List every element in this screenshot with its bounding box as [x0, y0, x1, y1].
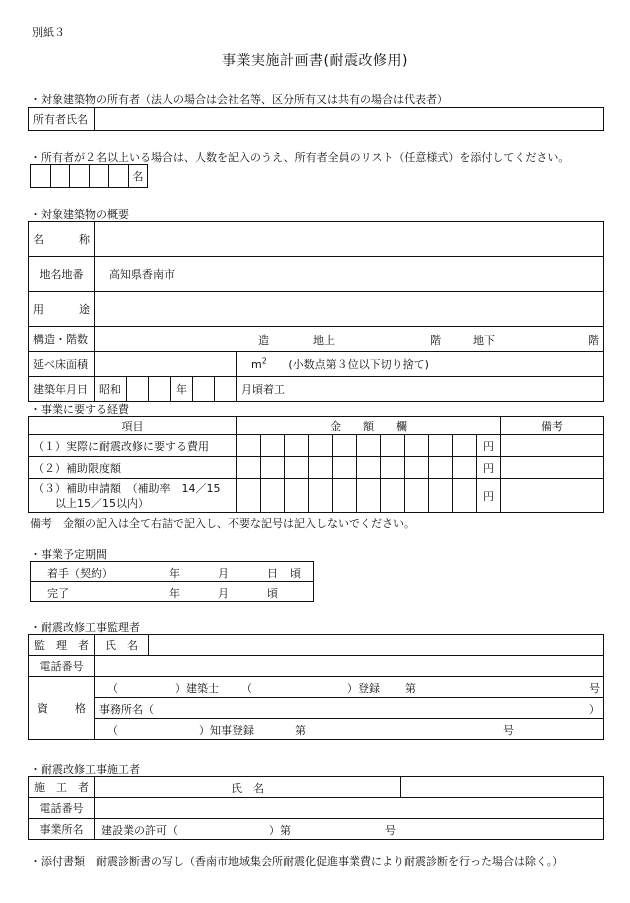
- cost-heading: ・事業に要する経費: [30, 403, 129, 416]
- col-remarks: 備考: [501, 417, 604, 435]
- building-table: [28, 221, 604, 402]
- qualification-label: 資 格: [29, 677, 95, 740]
- schedule-start-row[interactable]: [31, 562, 314, 582]
- amount-digit[interactable]: [405, 435, 429, 457]
- month-digit[interactable]: [193, 377, 215, 402]
- yen-unit: 円: [477, 479, 501, 513]
- contractor-extra-field[interactable]: [401, 777, 604, 798]
- contractor-heading: ・耐震改修工事施工者: [30, 763, 140, 776]
- amount-digit[interactable]: [429, 435, 453, 457]
- cost-table: [28, 416, 604, 513]
- remarks-field[interactable]: [501, 479, 604, 513]
- start-month: 月: [218, 567, 229, 580]
- amount-digit[interactable]: [453, 435, 477, 457]
- amount-digit[interactable]: [261, 479, 285, 513]
- contractor-phone-field[interactable]: [95, 798, 604, 819]
- structure-kai2: 階: [588, 334, 599, 347]
- floor-area-field[interactable]: [95, 352, 237, 377]
- amount-digit[interactable]: [333, 479, 357, 513]
- amount-digit[interactable]: [237, 479, 261, 513]
- owner-count-unit: 名: [128, 165, 148, 188]
- cost-note: 備考 金額の記入は全て右詰で記入し、不要な記号は記入しないでください。: [30, 517, 415, 530]
- start-day: 日: [267, 567, 278, 580]
- structure-zou: 造: [258, 334, 269, 347]
- era-label: 昭和: [95, 377, 127, 402]
- amount-digit[interactable]: [405, 479, 429, 513]
- owner-count-digit[interactable]: [89, 165, 109, 188]
- yen-unit: 円: [477, 435, 501, 457]
- architect-row[interactable]: （ ）建築士 （ ）登録 第 号: [95, 677, 604, 698]
- structure-label: 構造・階数: [29, 327, 95, 352]
- supervisor-table: [28, 634, 604, 740]
- amount-digit[interactable]: [429, 479, 453, 513]
- structure-field[interactable]: [95, 327, 604, 352]
- owner-count-digit[interactable]: [109, 165, 129, 188]
- supervisor-name-label: 氏 名: [95, 635, 149, 656]
- cost-row-label: （１）実際に耐震改修に要する費用: [29, 435, 237, 457]
- contractor-office-label: 事業所名: [29, 819, 95, 840]
- contractor-phone-label: 電話番号: [29, 798, 95, 819]
- owner-count-digit[interactable]: [50, 165, 70, 188]
- amount-digit[interactable]: [453, 479, 477, 513]
- owner-name-label: 所有者氏名: [29, 108, 95, 131]
- governor-registration-row[interactable]: （ ）知事登録 第 号: [95, 719, 604, 740]
- amount-digit[interactable]: [357, 435, 381, 457]
- contractor-role-label: 施 工 者: [29, 777, 95, 798]
- amount-digit[interactable]: [357, 479, 381, 513]
- amount-digit[interactable]: [237, 435, 261, 457]
- amount-digit[interactable]: [285, 435, 309, 457]
- amount-digit[interactable]: [309, 435, 333, 457]
- amount-digit[interactable]: [309, 457, 333, 479]
- amount-digit[interactable]: [381, 457, 405, 479]
- owner-name-field[interactable]: [95, 108, 604, 131]
- start-year: 年: [169, 567, 180, 580]
- amount-digit[interactable]: [429, 457, 453, 479]
- amount-digit[interactable]: [309, 479, 333, 513]
- office-row[interactable]: 事務所名（ ）: [95, 698, 604, 719]
- multi-owner-note: ・所有者が２名以上いる場合は、人数を記入のうえ、所有者全員のリスト（任意様式）を添付してください。: [30, 151, 570, 164]
- amount-digit[interactable]: [285, 479, 309, 513]
- structure-below: 地下: [473, 334, 495, 347]
- year-digit[interactable]: [127, 377, 149, 402]
- cost-row-label: （３）補助申請額 （補助率 14／15 以上15／15以内）: [29, 479, 237, 513]
- supervisor-name-field[interactable]: [149, 635, 604, 656]
- floor-area-note: (小数点第３位以下切り捨て): [288, 358, 429, 371]
- end-label: 完了: [47, 587, 69, 600]
- end-year: 年: [169, 587, 180, 600]
- amount-digit[interactable]: [381, 435, 405, 457]
- owner-table: [28, 107, 604, 131]
- month-note: 月頃着工: [237, 377, 604, 402]
- sheet-label: 別紙３: [32, 26, 65, 39]
- owner-heading: ・対象建築物の所有者（法人の場合は会社名等、区分所有又は共有の場合は代表者）: [30, 93, 448, 106]
- amount-digit[interactable]: [285, 457, 309, 479]
- name-label: 名 称: [29, 222, 95, 257]
- end-approx: 頃: [267, 587, 278, 600]
- license-row[interactable]: 建設業の許可（ ）第 号: [95, 819, 604, 840]
- contractor-table: [28, 776, 604, 840]
- yen-unit: 円: [477, 457, 501, 479]
- start-approx: 頃: [290, 567, 301, 580]
- floor-area-label: 延べ床面積: [29, 352, 95, 377]
- use-label: 用 途: [29, 292, 95, 327]
- address-field[interactable]: 高知県香南市: [95, 257, 604, 292]
- owner-count-digit[interactable]: [70, 165, 90, 188]
- structure-kai: 階: [430, 334, 441, 347]
- supervisor-phone-label: 電話番号: [29, 656, 95, 677]
- month-digit[interactable]: [215, 377, 237, 402]
- owner-count-table: [30, 164, 148, 188]
- schedule-table: [30, 561, 314, 602]
- contractor-name-cell[interactable]: 氏 名: [95, 777, 401, 798]
- year-digit[interactable]: [149, 377, 171, 402]
- start-label: 着手（契約）: [47, 567, 113, 580]
- structure-above: 地上: [313, 334, 335, 347]
- address-label: 地名地番: [29, 257, 95, 292]
- amount-digit[interactable]: [261, 435, 285, 457]
- end-month: 月: [218, 587, 229, 600]
- year-label: 年: [171, 377, 193, 402]
- amount-digit[interactable]: [333, 457, 357, 479]
- remarks-field[interactable]: [501, 457, 604, 479]
- cost-row-label: （２）補助限度額: [29, 457, 237, 479]
- amount-digit[interactable]: [237, 457, 261, 479]
- amount-digit[interactable]: [405, 457, 429, 479]
- schedule-end-row[interactable]: [31, 582, 314, 602]
- owner-count-digit[interactable]: [31, 165, 51, 188]
- use-field[interactable]: [95, 292, 604, 327]
- amount-digit[interactable]: [333, 435, 357, 457]
- floor-area-unit-cell: $m^2$ (小数点第３位以下切り捨て): [237, 352, 604, 377]
- attachments-note: ・添付書類 耐震診断書の写し（香南市地域集会所耐震化促進事業費により耐震診断を行った場合は除く。）: [30, 855, 564, 868]
- amount-digit[interactable]: [453, 457, 477, 479]
- amount-digit[interactable]: [261, 457, 285, 479]
- building-heading: ・対象建築物の概要: [30, 208, 129, 221]
- document-title: 事業実施計画書(耐震改修用): [222, 53, 408, 69]
- amount-digit[interactable]: [381, 479, 405, 513]
- col-amount: 金 額 欄: [237, 417, 501, 435]
- remarks-field[interactable]: [501, 435, 604, 457]
- supervisor-heading: ・耐震改修工事監理者: [30, 621, 140, 634]
- built-date-label: 建築年月日: [29, 377, 95, 402]
- schedule-heading: ・事業予定期間: [30, 548, 107, 561]
- amount-digit[interactable]: [357, 457, 381, 479]
- col-item: 項目: [29, 417, 237, 435]
- supervisor-role-label: 監 理 者: [29, 635, 95, 656]
- building-name-field[interactable]: [95, 222, 604, 257]
- supervisor-phone-field[interactable]: [95, 656, 604, 677]
